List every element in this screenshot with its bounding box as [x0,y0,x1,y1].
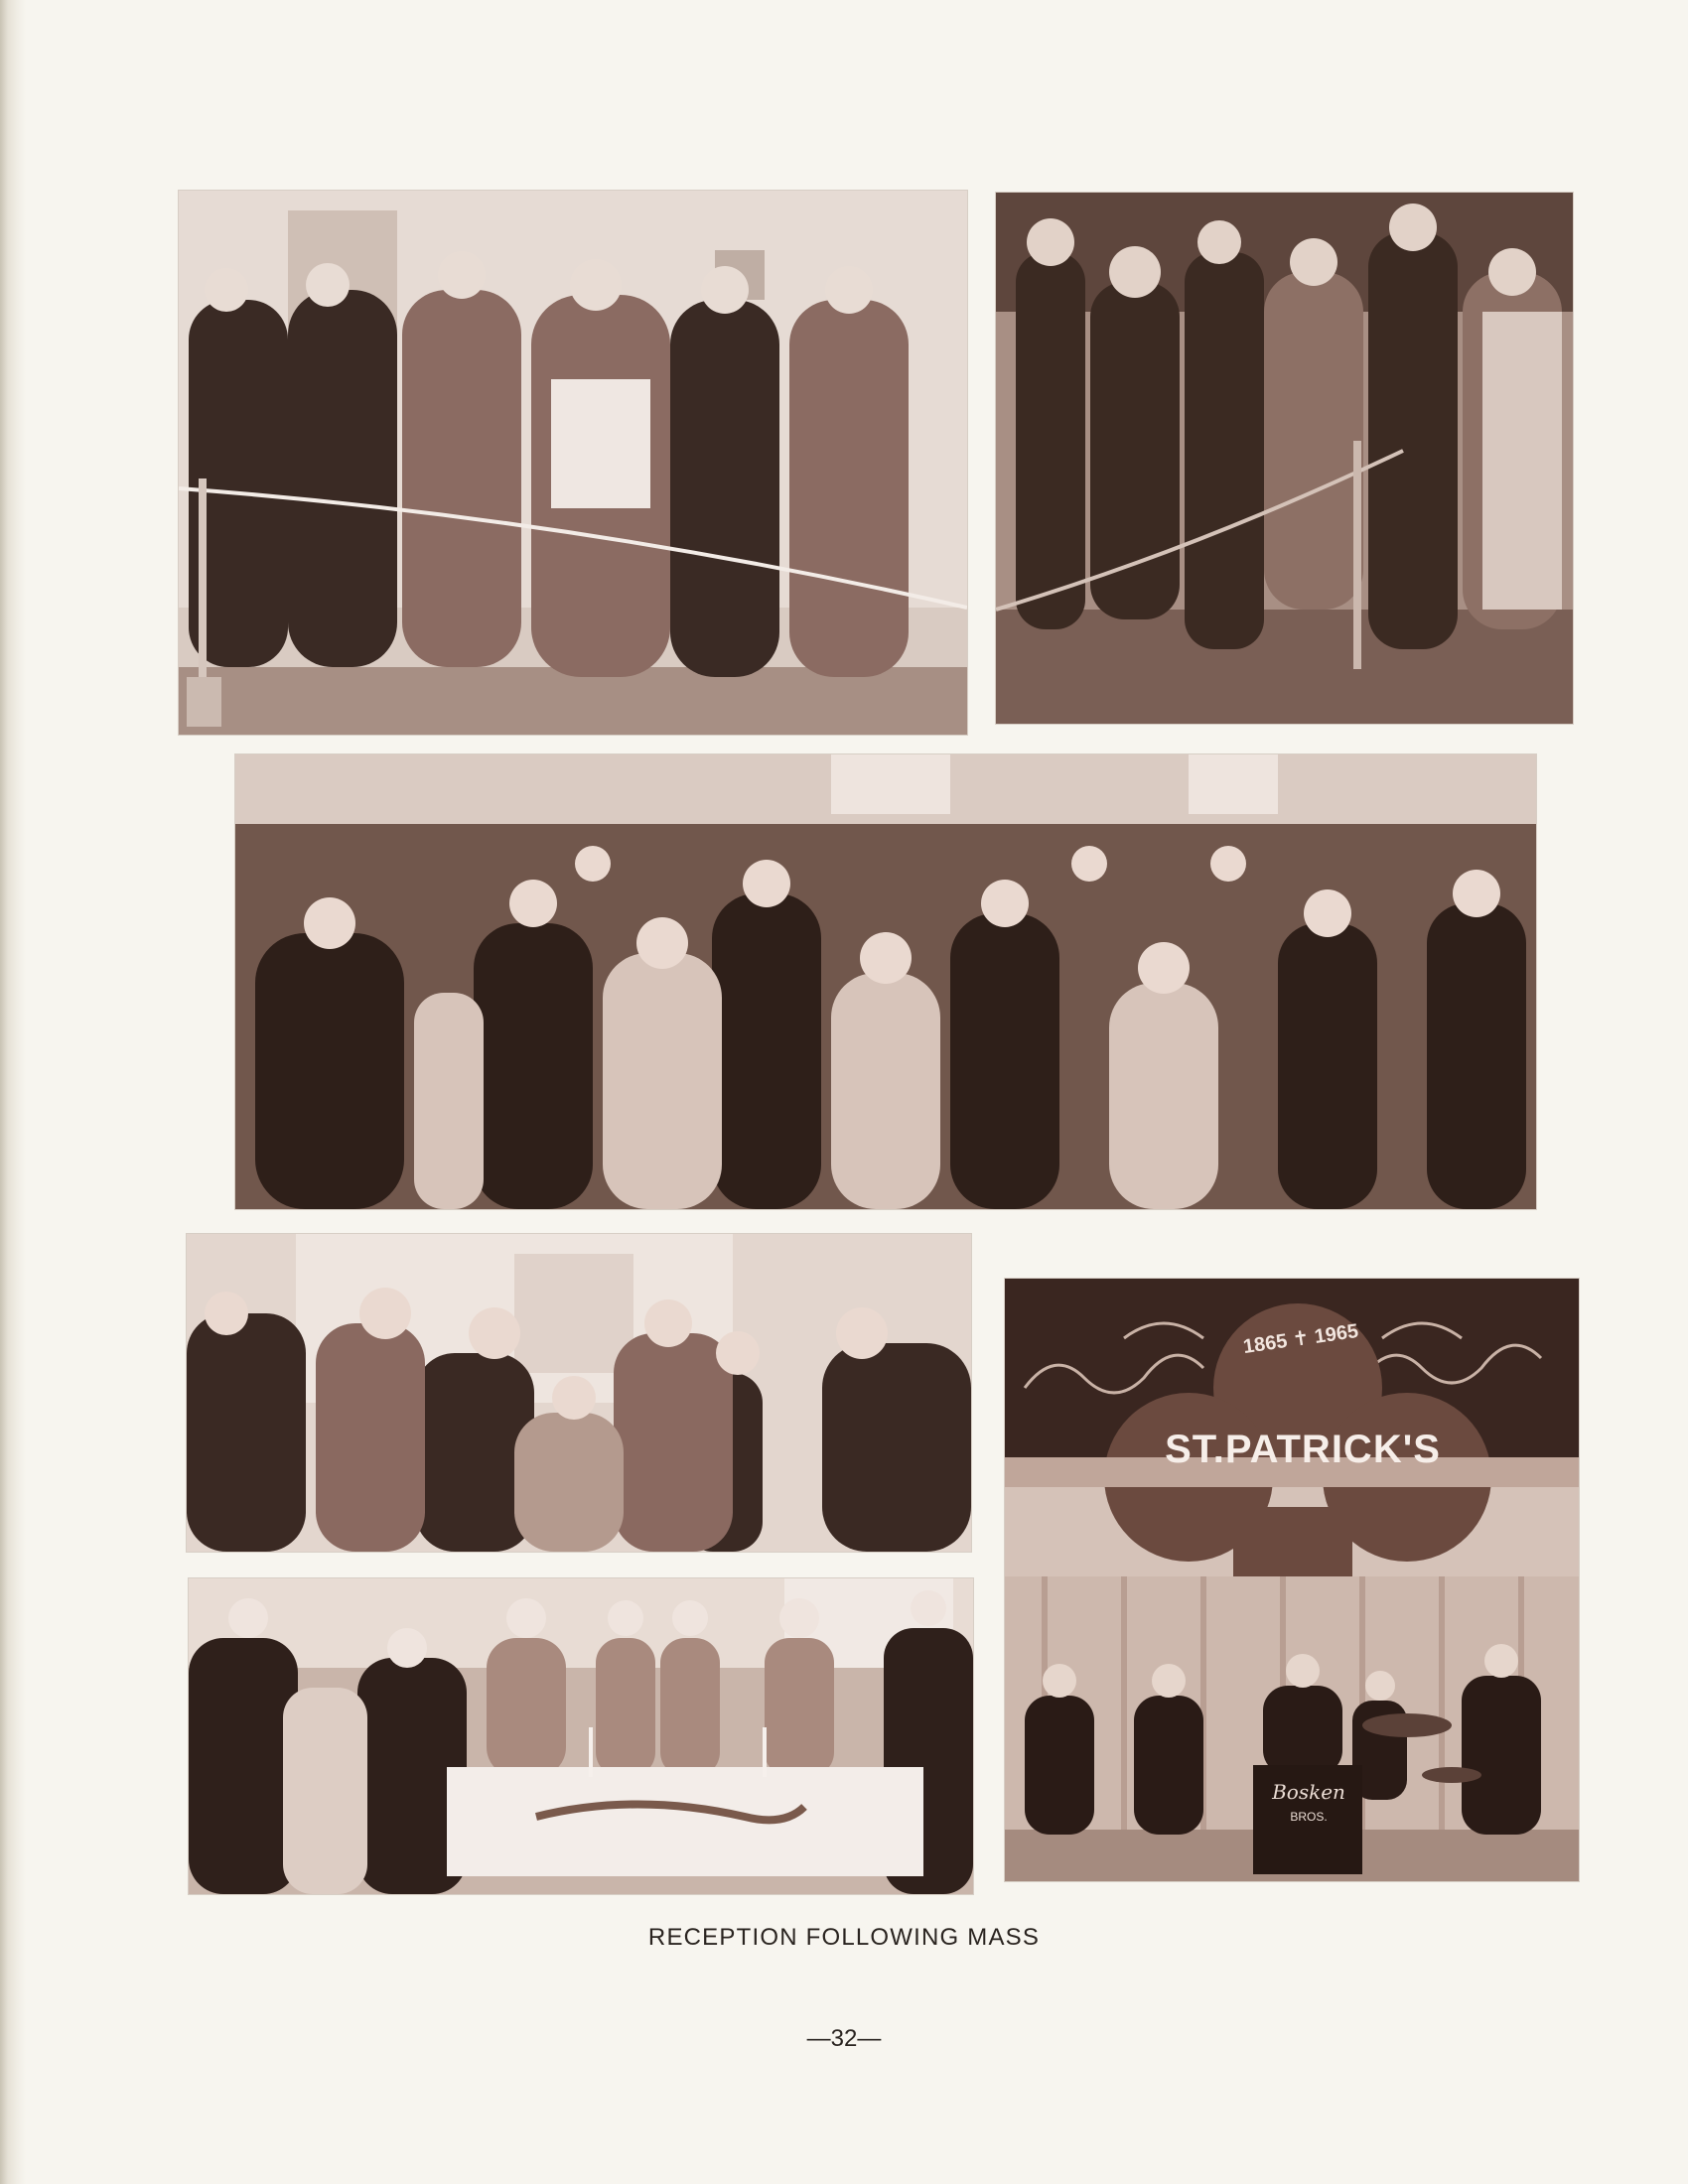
photo-band-stage [1005,1279,1579,1881]
photo-clergy-lineup [179,191,967,735]
page-number: —32— [806,2025,882,2052]
drum-logo-sub: BROS. [1290,1810,1328,1824]
photo-guests-line [996,193,1573,724]
banner-years: 1865 ✝ 1965 [1241,1319,1360,1359]
page-binding-edge [0,0,26,2184]
photo-greeting [187,1234,971,1552]
drum-logo: Bosken [1272,1780,1345,1804]
page-caption: RECEPTION FOLLOWING MASS [647,1924,1041,1951]
photo-crowded-hall [235,754,1536,1209]
banner-parish-name: ST.PATRICK'S [1165,1428,1441,1471]
photo-refreshment-table [189,1578,973,1894]
